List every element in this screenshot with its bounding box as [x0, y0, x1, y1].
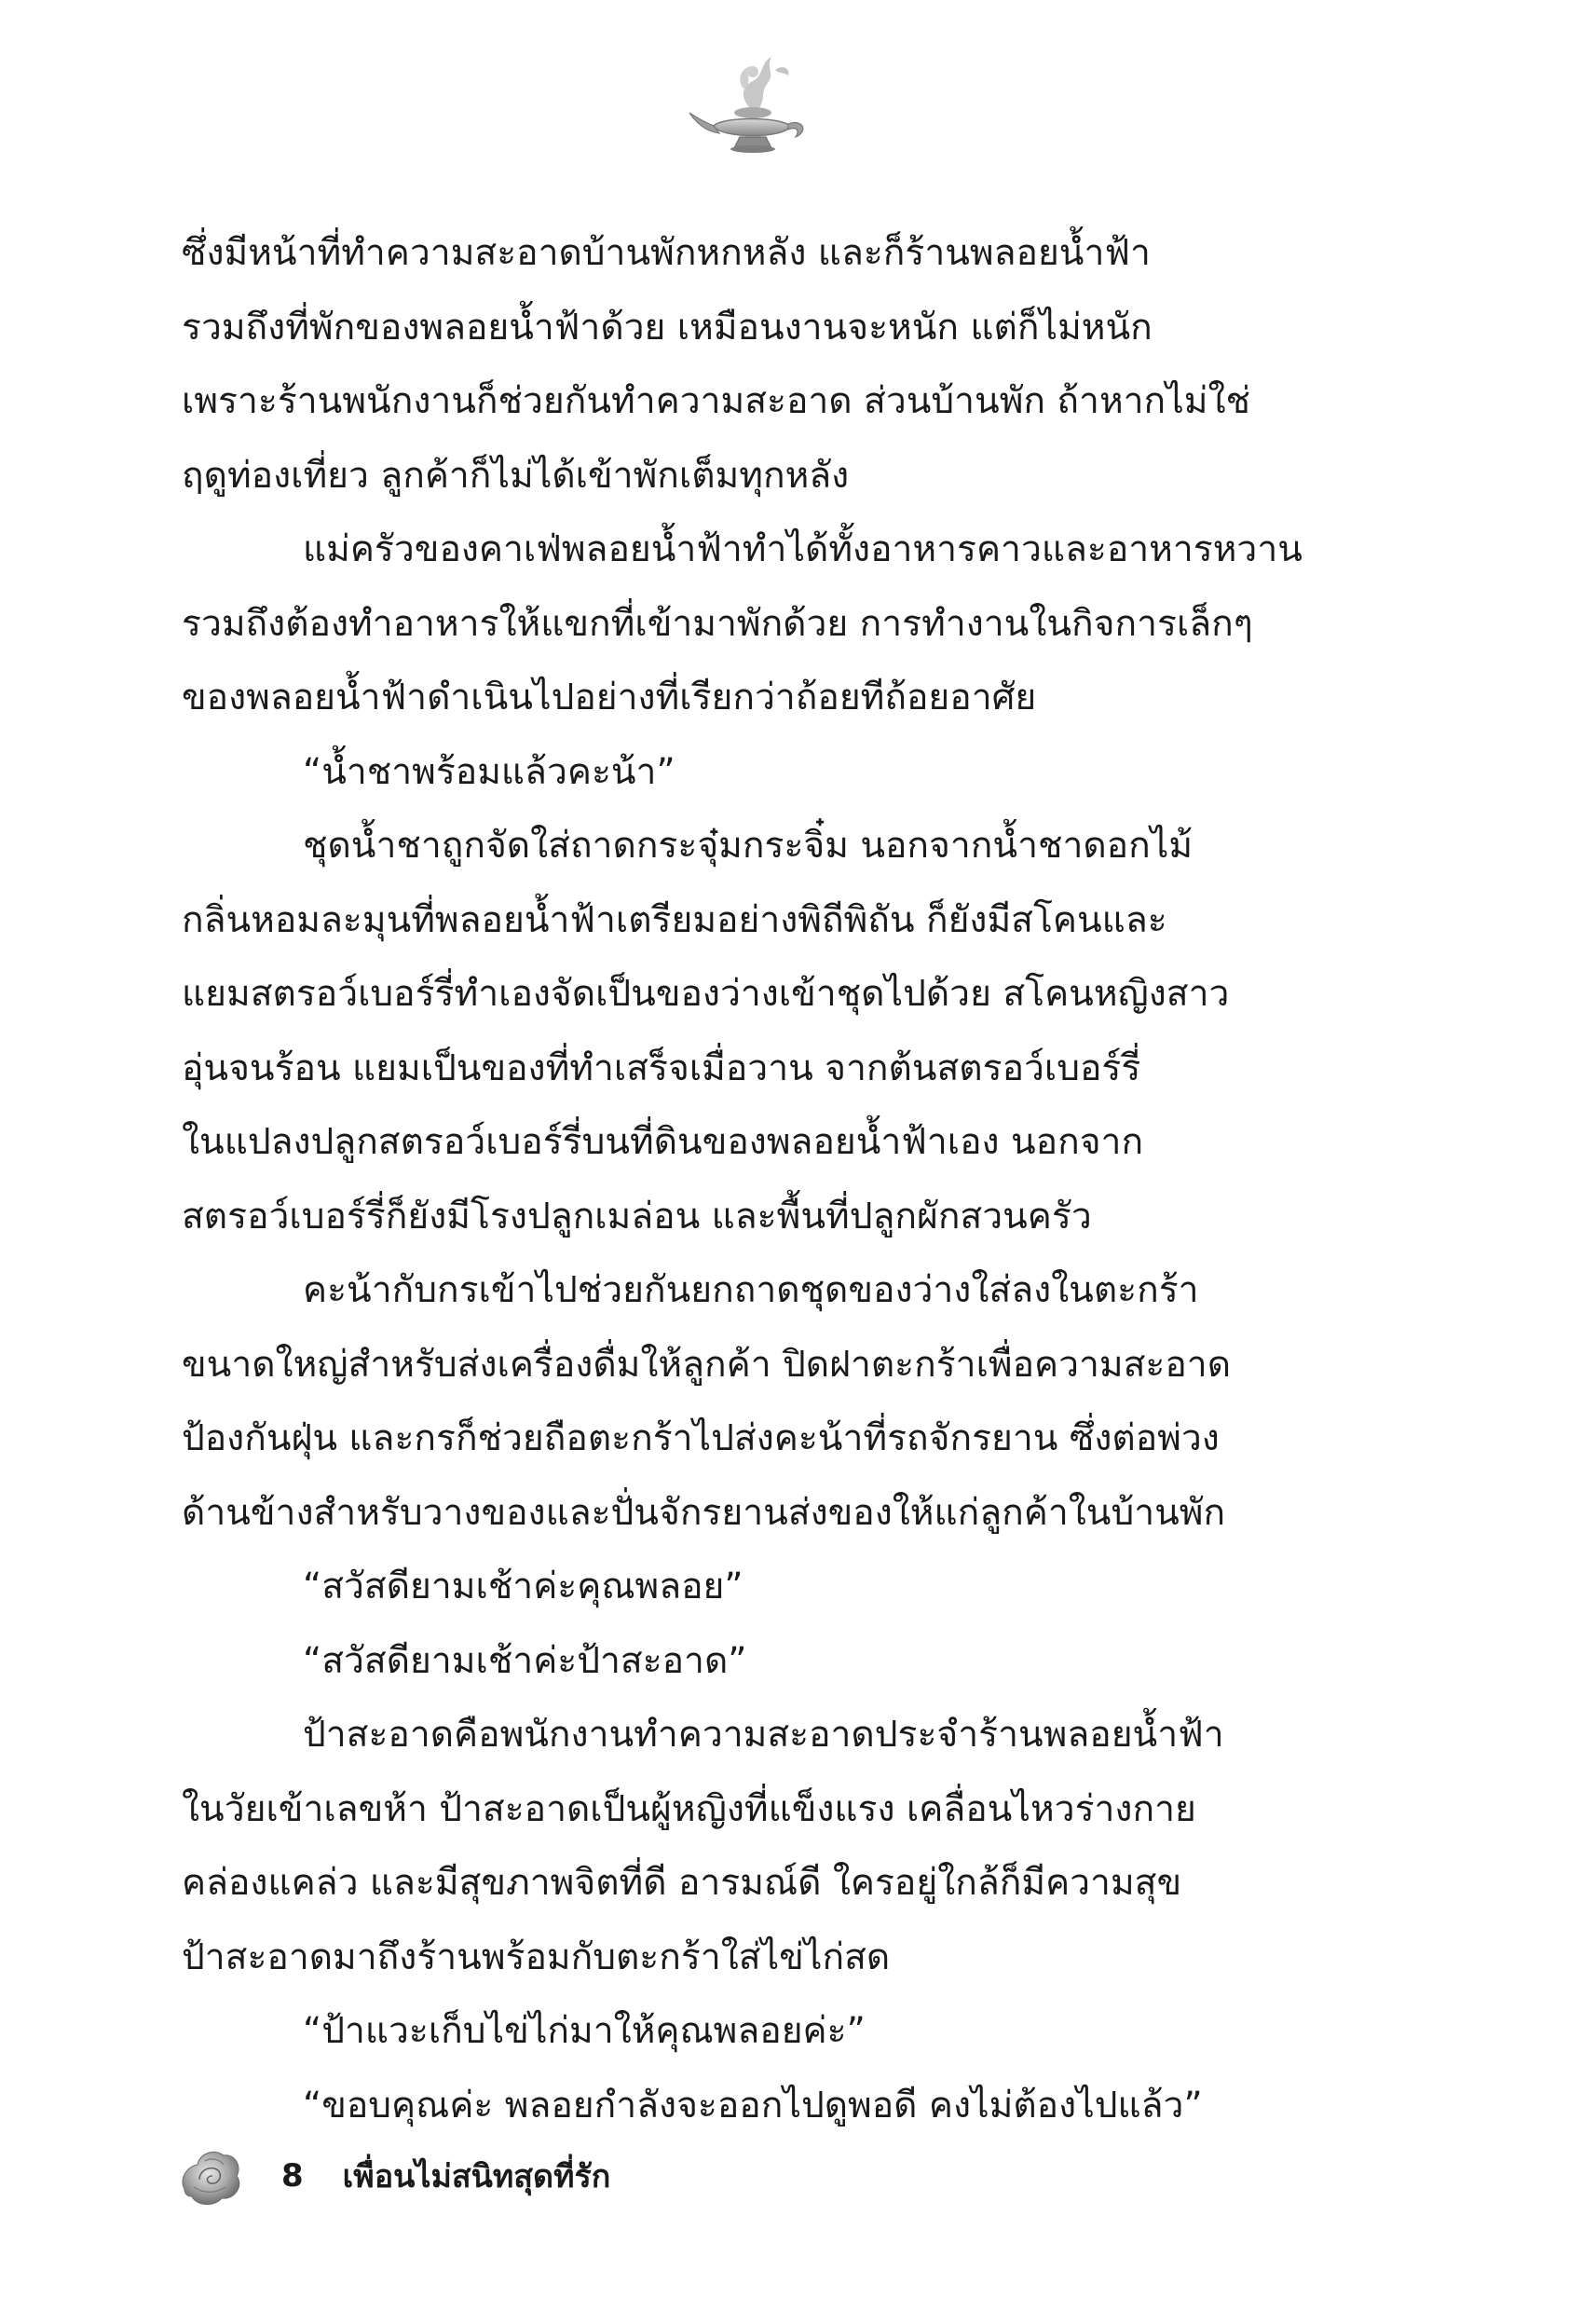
text-line: ในวัยเข้าเลขห้า ป้าสะอาดเป็นผู้หญิงที่แข็งแรง เคลื่อนไหวร่างกาย — [182, 1787, 1196, 1830]
text-line: ซึ่งมีหน้าที่ทำความสะอาดบ้านพักหกหลัง และก็ร้านพลอยน้ำฟ้า — [182, 232, 1151, 274]
rose-icon — [177, 2142, 244, 2209]
text-line: ป้องกันฝุ่น และกรก็ช่วยถือตะกร้าไปส่งคะน้าที่รถจักรยาน ซึ่งต่อพ่วง — [182, 1417, 1220, 1459]
text-line: ด้านข้างสำหรับวางของและปั่นจักรยานส่งของให้แก่ลูกค้าในบ้านพัก — [182, 1491, 1226, 1534]
text-line: ป้าสะอาดมาถึงร้านพร้อมกับตะกร้าใส่ไข่ไก่สด — [182, 1935, 891, 1978]
book-title: เพื่อนไม่สนิทสุดที่รัก — [342, 2158, 611, 2195]
body-text — [182, 216, 1328, 2142]
text-line: ป้าสะอาดคือพนักงานทำความสะอาดประจำร้านพลอยน้ำฟ้า — [303, 1714, 1224, 1756]
text-line: เพราะร้านพนักงานก็ช่วยกันทำความสะอาด ส่วนบ้านพัก ถ้าหากไม่ใช่ — [182, 380, 1250, 422]
text-line: แม่ครัวของคาเฟ่พลอยน้ำฟ้าทำได้ทั้งอาหารคาวและอาหารหวาน — [303, 528, 1303, 570]
text-line: รวมถึงที่พักของพลอยน้ำฟ้าด้วย เหมือนงานจะหนัก แต่ก็ไม่หนัก — [182, 306, 1153, 349]
text-line: “สวัสดียามเช้าค่ะคุณพลอย” — [303, 1566, 743, 1607]
text-line: “ขอบคุณค่ะ พลอยกำลังจะออกไปดูพอดี คงไม่ต้องไปแล้ว” — [303, 2084, 1203, 2126]
text-line: “ป้าแวะเก็บไข่ไก่มาให้คุณพลอยค่ะ” — [303, 2010, 866, 2052]
page-footer — [177, 2134, 1016, 2218]
genie-lamp-icon — [686, 51, 816, 163]
text-line: ขนาดใหญ่สำหรับส่งเครื่องดื่มให้ลูกค้า ปิดฝาตะกร้าเพื่อความสะอาด — [182, 1343, 1232, 1386]
text-line: แยมสตรอว์เบอร์รี่ทำเองจัดเป็นของว่างเข้าชุดไปด้วย สโคนหญิงสาว — [182, 973, 1230, 1015]
text-line: “สวัสดียามเช้าค่ะป้าสะอาด” — [303, 1639, 747, 1682]
text-line: “น้ำชาพร้อมแล้วคะน้า” — [303, 750, 675, 793]
page-number: 8 — [281, 2157, 304, 2195]
text-line: ในแปลงปลูกสตรอว์เบอร์รี่บนที่ดินของพลอยน้ำฟ้าเอง นอกจาก — [182, 1121, 1144, 1163]
text-line: อุ่นจนร้อน แยมเป็นของที่ทำเสร็จเมื่อวาน จากต้นสตรอว์เบอร์รี่ — [182, 1046, 1141, 1089]
text-line: ของพลอยน้ำฟ้าดำเนินไปอย่างที่เรียกว่าถ้อยทีถ้อยอาศัย — [182, 677, 1037, 718]
text-line: สตรอว์เบอร์รี่ก็ยังมีโรงปลูกเมล่อน และพื้นที่ปลูกผักสวนครัว — [182, 1195, 1092, 1238]
text-line: กลิ่นหอมละมุนที่พลอยน้ำฟ้าเตรียมอย่างพิถีพิถัน ก็ยังมีสโคนและ — [182, 898, 1167, 941]
text-line: คะน้ากับกรเข้าไปช่วยกันยกถาดชุดของว่างใส่ลงในตะกร้า — [303, 1269, 1199, 1311]
text-line: รวมถึงต้องทำอาหารให้แขกที่เข้ามาพักด้วย การทำงานในกิจการเล็กๆ — [182, 602, 1253, 645]
text-line: คล่องแคล่ว และมีสุขภาพจิตที่ดี อารมณ์ดี ใครอยู่ใกล้ก็มีความสุข — [182, 1862, 1182, 1904]
text-line: ฤดูท่องเที่ยว ลูกค้าก็ไม่ได้เข้าพักเต็มทุกหลัง — [182, 454, 850, 497]
text-line: ชุดน้ำชาถูกจัดใส่ถาดกระจุ๋มกระจิ๋ม นอกจากน้ำชาดอกไม้ — [303, 825, 1194, 867]
